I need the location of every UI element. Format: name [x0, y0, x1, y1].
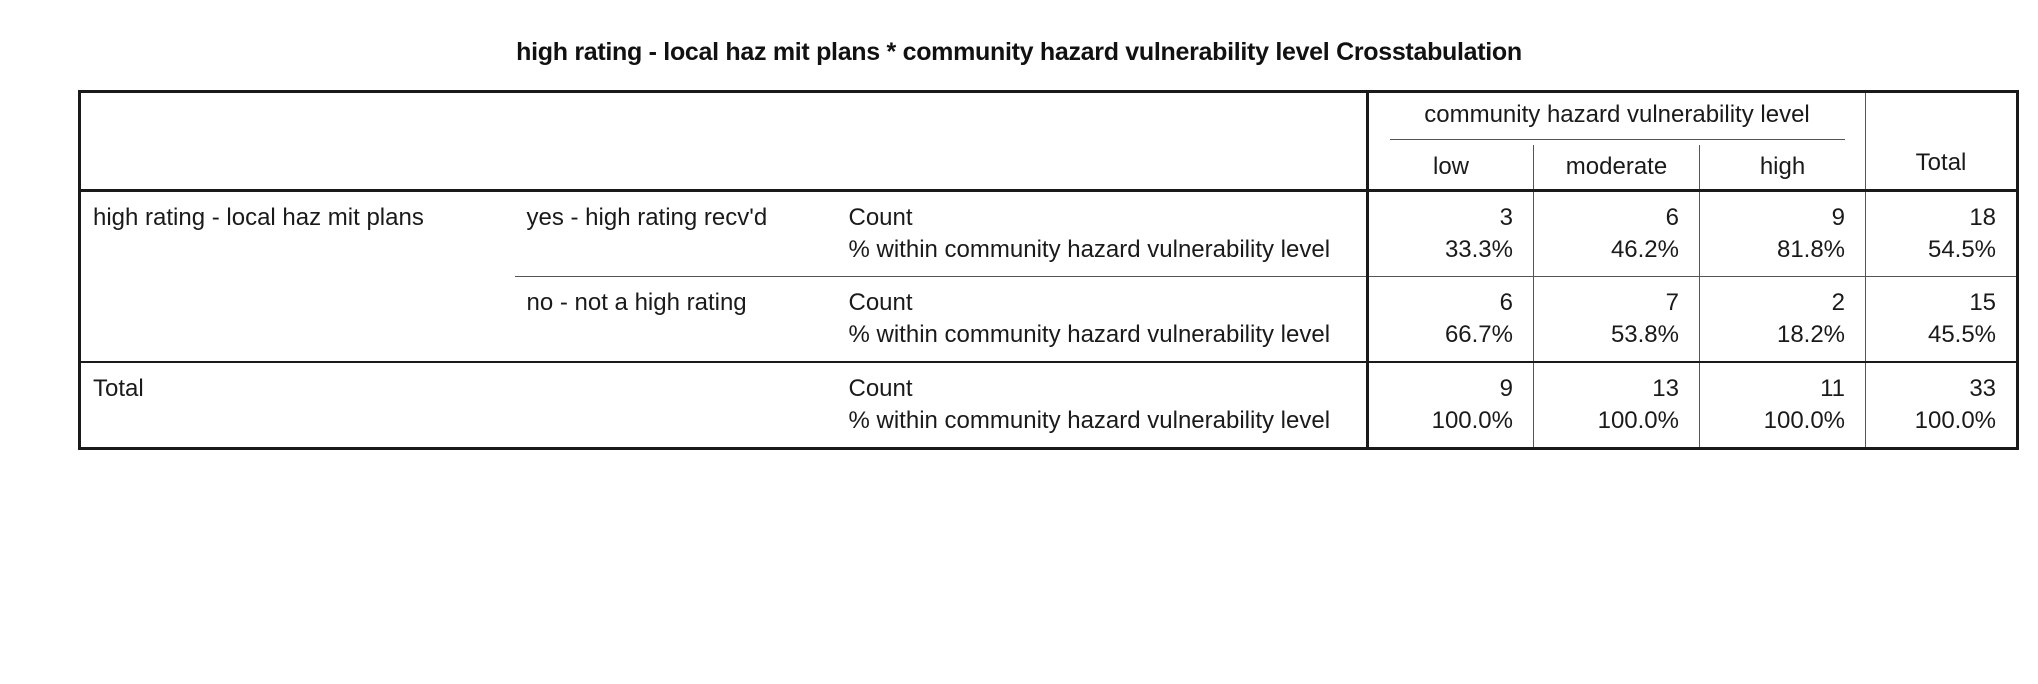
cell-percent: 18.2%	[1700, 319, 1866, 362]
row-variable-label: high rating - local haz mit plans	[93, 204, 424, 231]
total-row-label: Total	[80, 362, 837, 449]
stat-label-percent: % within community hazard vulnerability level	[848, 407, 1331, 434]
stat-label-count: Count	[848, 289, 913, 316]
cell-percent: 53.8%	[1534, 319, 1700, 362]
cell-percent-total: 100.0%	[1866, 405, 2018, 449]
table-row-total	[80, 362, 2018, 405]
cell-count: 2	[1700, 277, 1866, 320]
cell-count: 3	[1368, 191, 1534, 235]
cell-count: 6	[1368, 277, 1534, 320]
header-corner	[80, 92, 1368, 191]
header-row-span	[80, 92, 2018, 146]
cell-percent: 100.0%	[1368, 405, 1534, 449]
cell-count-total: 15	[1866, 277, 2018, 320]
crosstab-table	[78, 90, 2019, 450]
stat-label-count: Count	[837, 362, 1368, 405]
row-group-label: yes - high rating recv'd	[515, 191, 837, 277]
cell-percent: 81.8%	[1700, 234, 1866, 277]
column-variable-header	[1368, 92, 1866, 146]
cell-count-total: 18	[1866, 191, 2018, 235]
header-total: Total	[1866, 92, 2018, 191]
cell-count: 9	[1700, 191, 1866, 235]
stat-label-percent: % within community hazard vulnerability level	[848, 321, 1331, 348]
header-cat-moderate: moderate	[1534, 145, 1700, 191]
cell-percent: 46.2%	[1534, 234, 1700, 277]
cell-count: 7	[1534, 277, 1700, 320]
cell-count: 6	[1534, 191, 1700, 235]
stat-label-percent: % within community hazard vulnerability level	[837, 234, 1368, 277]
cell-percent-total: 54.5%	[1866, 234, 2018, 277]
column-variable-label: community hazard vulnerability level	[1390, 99, 1845, 140]
stat-label-count: Count	[848, 204, 913, 231]
cell-count: 9	[1368, 362, 1534, 405]
cell-percent: 100.0%	[1700, 405, 1866, 449]
header-cat-low: low	[1368, 145, 1534, 191]
cell-count-total: 33	[1866, 362, 2018, 405]
cell-count: 13	[1534, 362, 1700, 405]
cell-count: 11	[1700, 362, 1866, 405]
cell-percent: 66.7%	[1368, 319, 1534, 362]
cell-percent: 33.3%	[1368, 234, 1534, 277]
table-row	[80, 191, 2018, 235]
header-cat-high: high	[1700, 145, 1866, 191]
cell-percent: 100.0%	[1534, 405, 1700, 449]
cell-percent-total: 45.5%	[1866, 319, 2018, 362]
table-title: high rating - local haz mit plans * community hazard vulnerability level Crosstabulation	[516, 38, 1522, 66]
row-group-label: no - not a high rating	[526, 289, 747, 316]
